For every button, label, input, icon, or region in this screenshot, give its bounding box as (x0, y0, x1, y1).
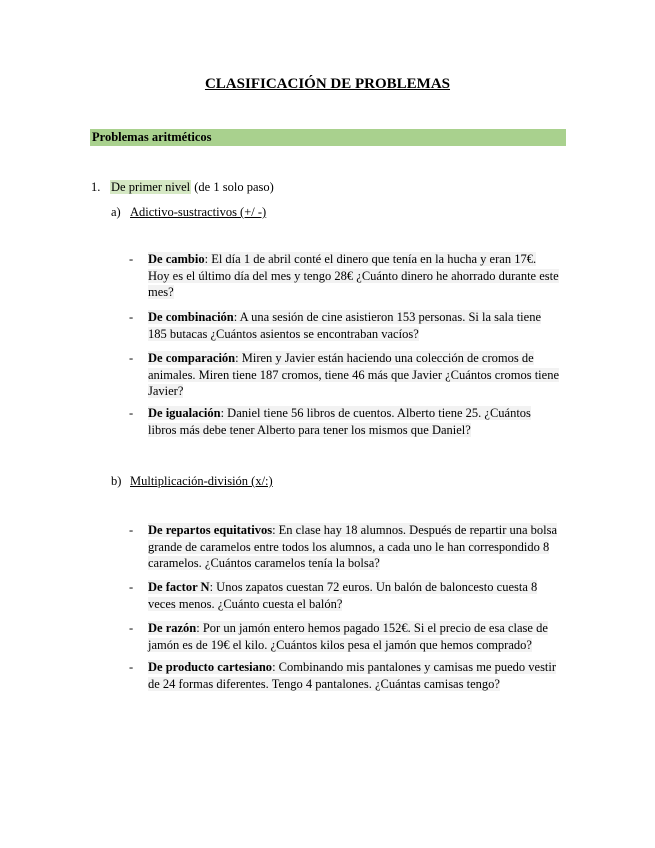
list-item (129, 405, 559, 438)
level-number: 1. (91, 180, 101, 194)
list-dash: - (129, 580, 134, 594)
subsection-letter: b) (111, 474, 122, 488)
list-item (129, 659, 559, 692)
section-heading: Problemas aritméticos (90, 129, 566, 146)
level-heading (91, 180, 274, 195)
list-dash: - (129, 660, 134, 674)
list-dash: - (129, 523, 134, 537)
list-dash: - (129, 310, 134, 324)
list-dash: - (129, 351, 134, 365)
list-item (129, 579, 559, 612)
list-dash: - (129, 621, 134, 635)
subsection-heading (111, 474, 273, 489)
item-text: : En clase hay 18 alumnos. Después de repartir una bolsa grande de caramelos entre todos los alumnos, a cada uno le han correspondido 8 caramelos. ¿Cuántos caramelos tenía la bolsa? (148, 523, 558, 571)
item-term: De combinación (148, 310, 234, 324)
subsection-label: Multiplicación-división (x/:) (130, 474, 273, 488)
list-item (129, 309, 559, 342)
item-text: : Daniel tiene 56 libros de cuentos. Alberto tiene 25. ¿Cuántos libros más debe tener Alberto para tener los mismos que Daniel? (148, 406, 531, 437)
item-term: De producto cartesiano (148, 660, 273, 674)
item-term: De factor N (148, 580, 210, 594)
item-term: De cambio (148, 252, 205, 266)
item-text: : Unos zapatos cuestan 72 euros. Un balón de baloncesto cuesta 8 veces menos. ¿Cuánto cuesta el balón? (148, 580, 538, 611)
subsection-label: Adictivo-sustractivos (+/ -) (130, 205, 267, 219)
item-text: : El día 1 de abril conté el dinero que tenía en la hucha y eran 17€. Hoy es el último día del mes y tengo 28€ ¿Cuánto dinero he ahorrado durante este mes? (148, 252, 559, 300)
subsection-heading (111, 205, 266, 220)
list-item (129, 522, 559, 572)
page-title: CLASIFICACIÓN DE PROBLEMAS (204, 76, 451, 92)
item-term: De igualación (148, 406, 221, 420)
item-text: : A una sesión de cine asistieron 153 personas. Si la sala tiene 185 butacas ¿Cuántos asientos se encontraban vacíos? (148, 310, 541, 341)
item-text: : Miren y Javier están haciendo una colección de cromos de animales. Miren tiene 187 cromos, tiene 46 más que Javier ¿Cuántos cromos tiene Javier? (148, 351, 559, 399)
level-note: (de 1 solo paso) (191, 180, 274, 194)
item-term: De comparación (148, 351, 236, 365)
list-item (129, 620, 559, 653)
item-term: De repartos equitativos (148, 523, 273, 537)
list-item (129, 251, 559, 301)
list-dash: - (129, 406, 134, 420)
item-term: De razón (148, 621, 197, 635)
list-item (129, 350, 559, 400)
list-dash: - (129, 252, 134, 266)
level-label: De primer nivel (111, 180, 191, 194)
item-text: : Combinando mis pantalones y camisas me puedo vestir de 24 formas diferentes. Tengo 4 pantalones. ¿Cuántas camisas tengo? (148, 660, 557, 691)
subsection-letter: a) (111, 205, 121, 219)
item-text: : Por un jamón entero hemos pagado 152€. Si el precio de esa clase de jamón es de 19€ el kilo. ¿Cuántos kilos pesa el jamón que hemos comprado? (148, 621, 548, 652)
